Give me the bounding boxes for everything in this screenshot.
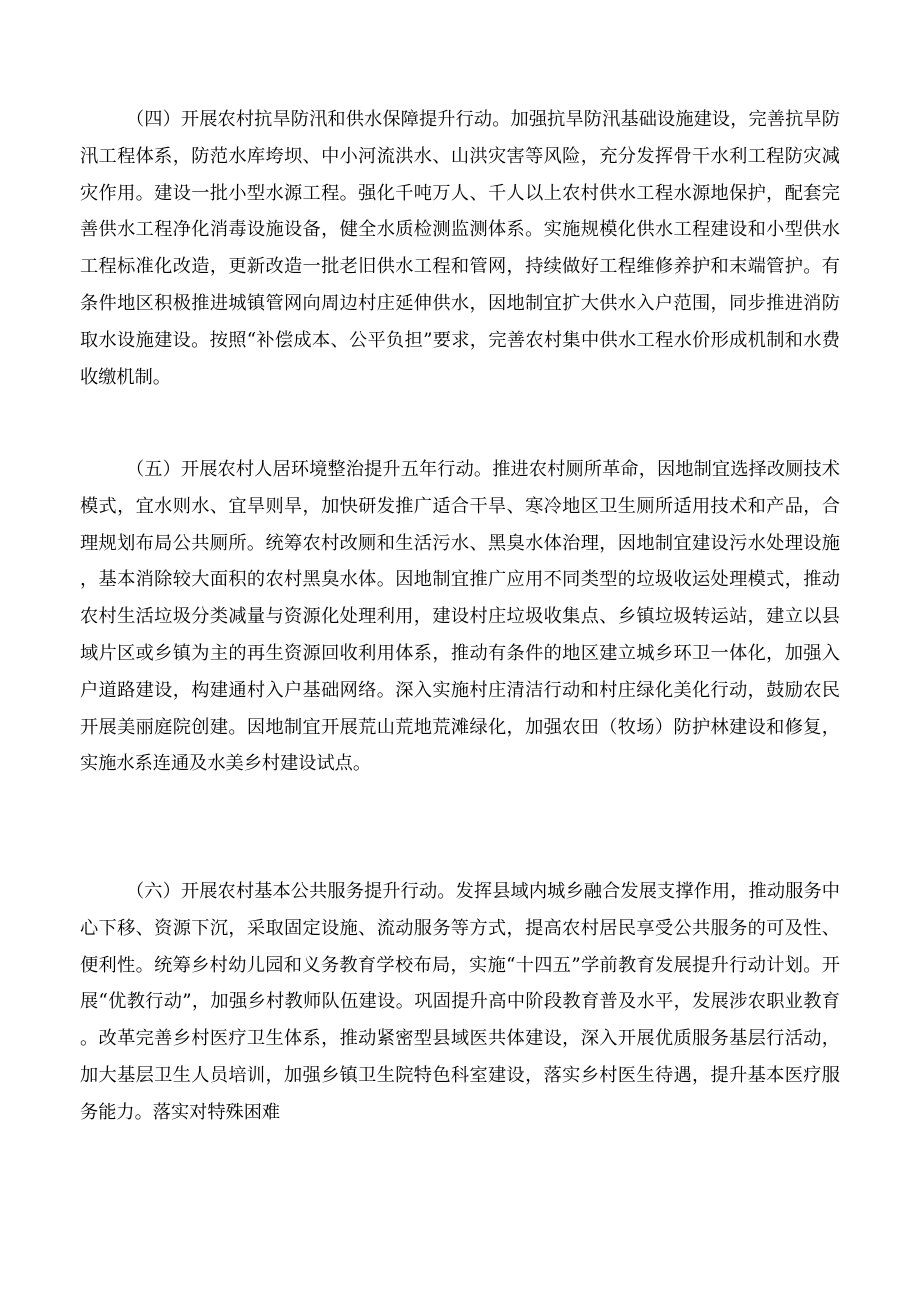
paragraph-living-environment-action: （五）开展农村人居环境整治提升五年行动。推进农村厕所革命，因地制宜选择改厕技术模式，宜水则水、宜旱则旱，加快研发推广适合干旱、寒冷地区卫生厕所适用技术和产品，合理规划布局公共厕所。统筹农村改厕和生活污水、黑臭水体治理，因地制宜建设污水处理设施，基本消除较大面积的农村黑臭水体。因地制宜推广应用不同类型的垃圾收运处理模式，推动农村生活垃圾分类减量与资源化处理利用，建设村庄垃圾收集点、乡镇垃圾转运站，建立以县域片区或乡镇为主的再生资源回收利用体系，推动有条件的地区建立城乡环卫一体化，加强入户道路建设，构建通村入户基础网络。深入实施村庄清洁行动和村庄绿化美化行动，鼓励农民开展美丽庭院创建。因地制宜开展荒山荒地荒滩绿化，加强农田（牧场）防护林建设和修复，实施水系连通及水美乡村建设试点。 [80,459,840,775]
paragraph-public-services-action: （六）开展农村基本公共服务提升行动。发挥县域内城乡融合发展支撑作用，推动服务中心下移、资源下沉，采取固定设施、流动服务等方式，提高农村居民享受公共服务的可及性、便利性。统筹乡村幼儿园和义务教育学校布局，实施“十四五”学前教育发展提升行动计划。开展“优教行动”，加强乡村教师队伍建设。巩固提升高中阶段教育普及水平，发展涉农职业教育。改革完善乡村医疗卫生体系，推动紧密型县域医共体建设，深入开展优质服务基层行活动，加大基层卫生人员培训，加强乡镇卫生院特色科室建设，落实乡村医生待遇，提升基本医疗服务能力。落实对特殊困难 [80,881,840,1123]
paragraph-water-supply-action: （四）开展农村抗旱防汛和供水保障提升行动。加强抗旱防汛基础设施建设，完善抗旱防汛工程体系，防范水库垮坝、中小河流洪水、山洪灾害等风险，充分发挥骨干水利工程防灾减灾作用。建设一批小型水源工程。强化千吨万人、千人以上农村供水工程水源地保护，配套完善供水工程净化消毒设施设备，健全水质检测监测体系。实施规模化供水工程建设和小型供水工程标准化改造，更新改造一批老旧供水工程和管网，持续做好工程维修养护和末端管护。有条件地区积极推进城镇管网向周边村庄延伸供水，因地制宜扩大供水入户范围，同步推进消防取水设施建设。按照“补偿成本、公平负担”要求，完善农村集中供水工程水价形成机制和水费收缴机制。 [80,109,840,388]
